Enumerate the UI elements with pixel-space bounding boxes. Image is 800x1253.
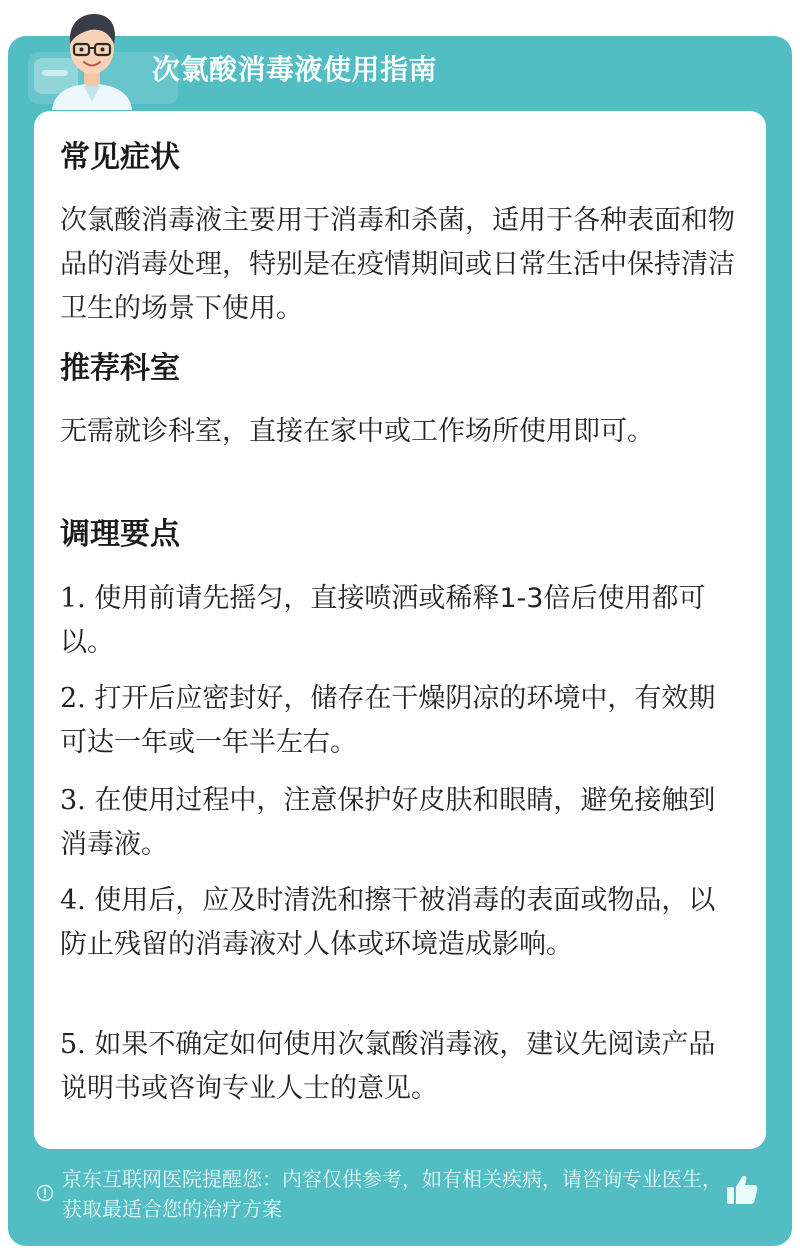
disclaimer-text: 京东互联网医院提醒您：内容仅供参考，如有相关疾病，请咨询专业医生，获取最适合您的治疗方案	[62, 1167, 722, 1221]
list-item	[60, 879, 740, 967]
section-title-care-points: 调理要点	[60, 517, 180, 552]
list-item-number: 1.	[60, 583, 86, 614]
list-item-text: 使用前请先摇匀，直接喷洒或稀释1-3倍后使用都可以。	[60, 583, 706, 658]
list-item-number: 4.	[60, 885, 86, 916]
department-paragraph: 无需就诊科室，直接在家中或工作场所使用即可。	[60, 416, 654, 447]
doctor-avatar	[46, 6, 138, 110]
page-title: 次氯酸消毒液使用指南	[152, 53, 438, 86]
list-item-text: 使用后，应及时清洗和擦干被消毒的表面或物品，以防止残留的消毒液对人体或环境造成影响。	[60, 885, 716, 960]
symptoms-paragraph: 次氯酸消毒液主要用于消毒和杀菌，适用于各种表面和物品的消毒处理，特别是在疫情期间或日常生活中保持清洁卫生的场景下使用。	[60, 205, 735, 324]
section-title-symptoms: 常见症状	[60, 140, 180, 175]
list-item-text: 在使用过程中，注意保护好皮肤和眼睛，避免接触到消毒液。	[60, 785, 716, 860]
list-item	[60, 779, 740, 867]
thumbs-up-icon[interactable]	[724, 1172, 760, 1208]
list-item-number: 2.	[60, 683, 86, 714]
content-card	[34, 111, 766, 1149]
list-item-text: 如果不确定如何使用次氯酸消毒液，建议先阅读产品说明书或咨询专业人士的意见。	[60, 1029, 716, 1104]
list-item-number: 5.	[60, 1029, 86, 1060]
info-icon	[36, 1184, 54, 1202]
list-item	[60, 1023, 740, 1111]
list-item	[60, 577, 740, 665]
list-item-text: 打开后应密封好，储存在干燥阴凉的环境中，有效期可达一年或一年半左右。	[60, 683, 716, 758]
list-item-number: 3.	[60, 785, 86, 816]
section-title-department: 推荐科室	[60, 351, 180, 386]
list-item	[60, 677, 740, 765]
